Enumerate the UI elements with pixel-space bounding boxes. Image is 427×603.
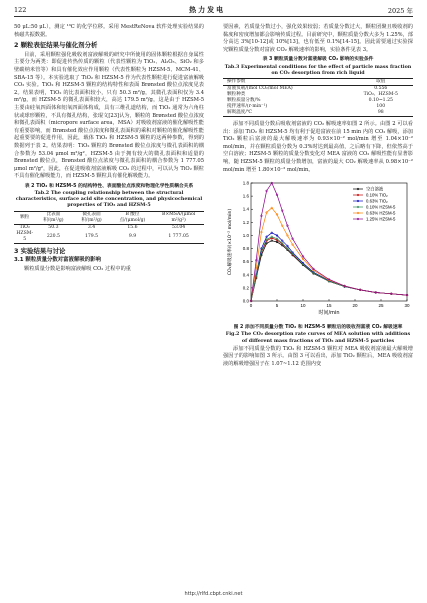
x-tick-label: 5 [275, 303, 279, 309]
table-row [14, 231, 204, 244]
y-tick-label: 0.0 [242, 298, 249, 304]
section-2-title: 2 颗粒表征结果与催化剂分析 [14, 41, 98, 50]
x-tick-label: 0 [249, 303, 253, 309]
table-cell: 9.9 [128, 233, 137, 239]
table-2 [14, 211, 204, 244]
section-3-1-paragraph: 颗粒质量分数是影响富液解吸 CO₂ 过程中的重 [24, 265, 131, 272]
figure-2 [223, 177, 413, 322]
x-tick-label: 10 [300, 303, 306, 309]
x-tick-label: 30 [404, 303, 410, 309]
legend-label: 0.10% HZSM-5 [366, 204, 396, 210]
table-3-header-row [223, 78, 413, 85]
page-header [14, 4, 413, 17]
table-3-caption-cn: 表 3 颗粒质量分数对富液解吸 CO₂ 影响的实验条件 [262, 57, 374, 63]
left-column [14, 24, 204, 273]
series-line [251, 233, 407, 301]
table-2-header: 比表面积/(m²/g) [43, 211, 64, 223]
table-cell: 颗粒种类 [227, 91, 246, 97]
table-cell: TiO₂、HZSM-5 [363, 91, 398, 97]
table-cell: 3.4 [87, 224, 96, 230]
table-3-header: 操作参数 [227, 78, 246, 84]
series-line [251, 208, 407, 301]
y-tick-label: 1.6 [242, 193, 249, 199]
table-3-caption [223, 57, 413, 76]
y-tick-label: 0.4 [242, 272, 249, 278]
series-line [251, 241, 407, 301]
table-2-header: B×MSA/(μmol m²/g²) [161, 211, 196, 223]
figure-2-caption-en: Fig.2 The CO₂ desorption rate curves of MEA solution with additions of different mass fractions of TiO₂ and HZSM-5 particles [225, 331, 411, 344]
table-cell: 220.5 [46, 233, 60, 239]
table-2-caption-en: Tab.2 The coupling relationship between the structural characteristics, surface acid site concentration, and physicochemical properties of TiO₂ and HZSM-5 [15, 190, 203, 209]
final-paragraph: 添加不同质量分数的 TiO₂ 和 HZSM-5 颗粒对 MEA 吸收剂富液最大解吸增强因子的影响如图 3 所示。由图 3 可以看出，添加 TiO₂ 颗粒后，MEA 吸收剂富液的解吸增强因子在 1.07~1.12 范围内变 [223, 345, 413, 367]
y-tick-label: 1.4 [242, 206, 249, 212]
table-2-header: 颗粒 [20, 214, 30, 220]
table-2-caption-cn: 表 2 TiO₂ 和 HZSM-5 的结构特性、表面酸位点浓度和物理化学性质耦合关系 [24, 183, 194, 189]
table-cell: 1 777.05 [168, 233, 189, 239]
x-axis-label: 时间/min [318, 310, 340, 317]
figure-discussion-paragraph: 添加不同质量分数后吸收剂富液的 CO₂ 解吸速率如图 2 所示。由图 2 可以看出：添加 TiO₂ 和 HZSM-5 均有利于促进富液在前 15 min 内的 CO₂ 解吸，添加 TiO₂ 颗粒后富液的最大解吸速率为 0.93×10⁻² mol/min 增至 1.04×10⁻² mol/min，并在颗粒质量分数为 0.3%时达到最高值，之后略有下降，但依然高于空白溶液；HZSM-5 颗粒的质量分数变化对 MEA 富液的 CO₂ 解吸性能有显著影响，随 HZSM-5 颗粒的质量分数增加，富液的最大 CO₂ 解吸速率从 0.98×10⁻² mol/min 增至 1.80×10⁻² mol/min。 [223, 120, 413, 173]
y-tick-label: 0.2 [242, 285, 249, 291]
table-2-header: B 酸位点/(μmol/g) [119, 211, 146, 223]
intro-paragraph: 50 μL:50 μL），测定 ¹³C 的化学位移。采用 MestReNova 软件处理实验结果的核磁共振数据。 [14, 24, 204, 38]
table-cell: 53.04 [172, 224, 186, 230]
table-3-header: 取值 [376, 78, 386, 84]
table-cell: 颗粒质量分数/% [227, 97, 261, 103]
continued-paragraph: 要因素，若质量分数过小，强化效果较弱；若质量分数过大，颗粒团聚且吸收剂的黏度和密度增加都会影响传质过程。目前研究中，颗粒质量分数大多为 1.25%，部分高达 3%[10-12]或 10%[13]，也有低至 0.1%[14-15]。因此需要通过实验探究颗粒质量分数对富液 CO₂ 解吸速率的影响，实验条件见表 3。 [223, 24, 413, 53]
table-cell: 富液负载/(mol CO₂/mol MEA) [227, 85, 293, 91]
y-axis-label: CO₂解吸速率/(×10⁻² mol/min) [228, 208, 233, 276]
table-cell: TiO₂ [19, 224, 30, 230]
x-tick-label: 15 [326, 303, 332, 309]
y-tick-label: 1.8 [242, 180, 249, 186]
y-tick-label: 1.2 [242, 219, 249, 225]
x-tick-label: 25 [378, 303, 384, 309]
table-row [223, 110, 413, 117]
section-3-1-title: 3.1 颗粒质量分数对富液解吸的影响 [14, 257, 101, 264]
page-number: 122 [14, 6, 27, 14]
table-cell: 98 [377, 109, 384, 115]
journal-title: 热力发电 [189, 6, 226, 14]
figure-2-caption-cn: 图 2 添加不同质量分数 TiO₂ 和 HZSM-5 颗粒后的吸收剂富液 CO₂ 解吸速率 [233, 325, 403, 331]
figure-2-chart [223, 177, 413, 322]
table-cell: 50.3 [48, 224, 59, 230]
y-tick-label: 0.6 [242, 259, 249, 265]
footer-url: http://rlfd.cbpt.cnki.net [184, 591, 243, 597]
right-column [223, 24, 413, 369]
table-2-header-row [14, 211, 204, 224]
table-cell: 15.6 [127, 224, 138, 230]
table-3 [223, 78, 413, 117]
section-3-title: 3 实验结果与讨论 [14, 246, 66, 255]
table-cell: 100 [376, 103, 386, 109]
legend-label: 0.63% TiO₂ [366, 198, 388, 204]
table-cell: HZSM-5 [16, 230, 34, 242]
section-2-paragraph: 目前，采用颗粒强化吸收剂富液解吸的研究中所使用的固体颗粒根据自身属性主要分为两类：即促进传热传质的颗粒（代表性颗粒为 TiO₂、Al₂O₃、SiO₂ 和多壁碳纳米管等）和具有催化效应作用颗粒（代表性颗粒为 HZSM-5、MCM-41、SBA-15 等）。本实验选取了 TiO₂ 和 HZSM-5 作为代表性颗粒进行促进富液解吸 CO₂ 实验。TiO₂ 和 HZSM-5 颗粒的结构特性和表面 Brønsted 酸位点浓度见表 2。结果表明，TiO₂ 的比表面积较小，只有 50.3 m²/g，其微孔表面积仅为 3.4 m²/g，而 HZSM-5 的微孔表面积较大，高达 179.5 m²/g，这是由于 HZSM-5 主要由硅氧四面体和铝氧四面体构成，具有三维孔道结构，而 TiO₂ 通常为六角柱状或球形颗粒，不具有微孔结构，张琨文[23]认为，颗粒的 Brønsted 酸位点浓度和微孔表面积（micropore surface area，MSA）对吸收剂富液的催化解吸性能有重要影响，而 Brønsted 酸位点浓度和微孔表面积的乘积对颗粒的催化解吸性能起重要要的促进作用，因此，载体 TiO₂ 和 HZSM-5 颗粒的这两种参数，得到的数据列于表 2。结果表明：TiO₂ 颗粒的 Brønsted 酸位点浓度与微孔表面积的耦合参数为 53.04 μmol m²/g²，HZSM-5 由于拥有较大的微孔表面积和适量的 Brønsted 酸位点，Brønsted 酸位点浓度与微孔表面积的耦合参数为 1 777.05 μmol m²/g²，因此，在促进吸收剂富液解吸 CO₂ 的过程中，可以认为 TiO₂ 颗粒不具有催化解吸能力，而 HZSM-5 颗粒具有催化解吸能力。 [14, 51, 204, 180]
table-cell: 0.556 [374, 85, 388, 91]
legend-label: 0.10% TiO₂ [366, 192, 388, 198]
table-2-caption [14, 184, 204, 209]
series-line [251, 238, 407, 301]
table-cell: 解吸温度/℃ [227, 109, 253, 115]
x-tick-label: 20 [352, 303, 358, 309]
legend-label: 1.25% HZSM-5 [366, 216, 396, 222]
issue-year: 2025 年 [387, 6, 413, 15]
table-cell: 搅拌速率/(r·min⁻¹) [227, 103, 268, 109]
table-cell: 0.10~1.25 [368, 97, 393, 103]
legend-label: 空白溶液 [366, 186, 384, 192]
table-2-header: 微孔表面积/(m²/g) [81, 211, 102, 223]
legend-label: 0.63% HZSM-5 [366, 210, 396, 216]
table-cell: 179.5 [84, 233, 99, 239]
y-tick-label: 1.0 [242, 233, 249, 239]
figure-2-caption [223, 325, 413, 344]
series-line [251, 237, 407, 301]
y-tick-label: 0.8 [242, 246, 249, 252]
table-3-caption-en: Tab.3 Experimental conditions for the effect of particle mass fraction on CO₂ desorption from rich liquid [224, 63, 412, 76]
